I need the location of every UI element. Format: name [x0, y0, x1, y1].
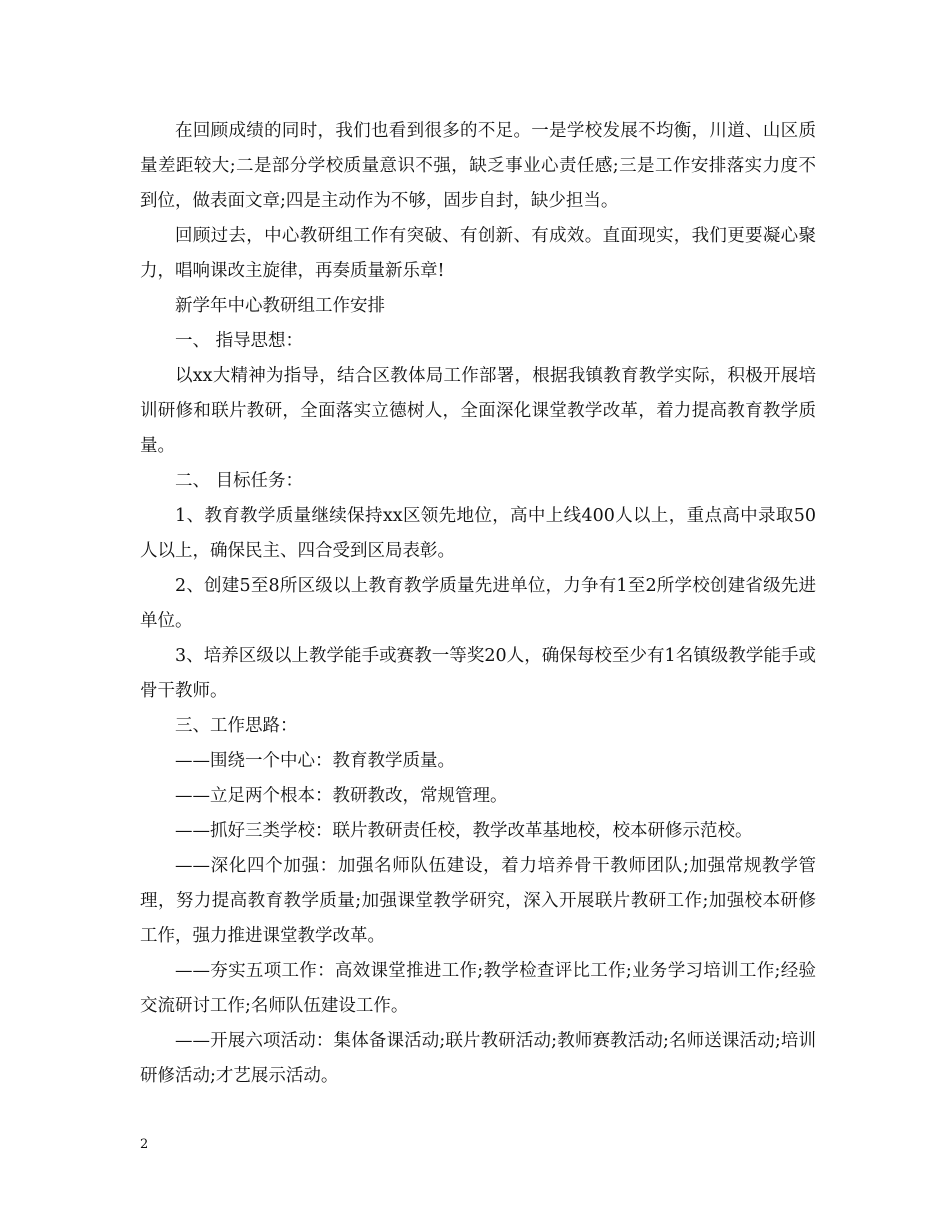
paragraph-shortcomings: 在回顾成绩的同时，我们也看到很多的不足。一是学校发展不均衡，川道、山区质量差距较大;二是部分学校质量意识不强，缺乏事业心责任感;三是工作安排落实力度不到位，做表面文章;四是主动作为不够，固步自封，缺少担当。	[140, 121, 816, 211]
approach-item-two-foundations: ——立足两个根本：教研教改，常规管理。	[175, 786, 508, 806]
page-number: 2	[140, 1137, 149, 1152]
heading-goals: 二、 目标任务：	[175, 471, 304, 491]
approach-item-three-schools: ——抓好三类学校：联片教研责任校，教学改革基地校，校本研修示范校。	[175, 821, 753, 841]
approach-item-one-center: ——围绕一个中心：教育教学质量。	[175, 751, 455, 771]
goal-item-1: 1、教育教学质量继续保持xx区领先地位，高中上线400人以上，重点高中录取50人以上，确保民主、四合受到区局表彰。	[140, 506, 816, 561]
goal-item-2: 2、创建5至8所区级以上教育教学质量先进单位，力争有1至2所学校创建省级先进单位。	[140, 576, 816, 631]
goal-item-3: 3、培养区级以上教学能手或赛教一等奖20人，确保每校至少有1名镇级教学能手或骨干教师。	[140, 646, 816, 701]
paragraph-review-summary: 回顾过去，中心教研组工作有突破、有创新、有成效。直面现实，我们更要凝心聚力，唱响课改主旋律，再奏质量新乐章!	[140, 226, 816, 281]
paragraph-guiding-ideology: 以xx大精神为指导，结合区教体局工作部署，根据我镇教育教学实际，积极开展培训研修和联片教研，全面落实立德树人，全面深化课堂教学改革，着力提高教育教学质量。	[140, 366, 816, 456]
approach-item-four-strengthen: ——深化四个加强：加强名师队伍建设，着力培养骨干教师团队;加强常规教学管理，努力提高教育教学质量;加强课堂教学研究，深入开展联片教研工作;加强校本研修工作，强力推进课堂教学改革。	[140, 856, 816, 946]
section-title-work-plan: 新学年中心教研组工作安排	[175, 296, 385, 316]
heading-guiding-ideology: 一、 指导思想：	[175, 331, 304, 351]
heading-work-approach: 三、工作思路：	[175, 716, 298, 736]
approach-item-five-tasks: ——夯实五项工作：高效课堂推进工作;教学检查评比工作;业务学习培训工作;经验交流研讨工作;名师队伍建设工作。	[140, 961, 816, 1016]
approach-item-six-activities: ——开展六项活动：集体备课活动;联片教研活动;教师赛教活动;名师送课活动;培训研修活动;才艺展示活动。	[140, 1031, 816, 1086]
document-body	[140, 114, 816, 1094]
